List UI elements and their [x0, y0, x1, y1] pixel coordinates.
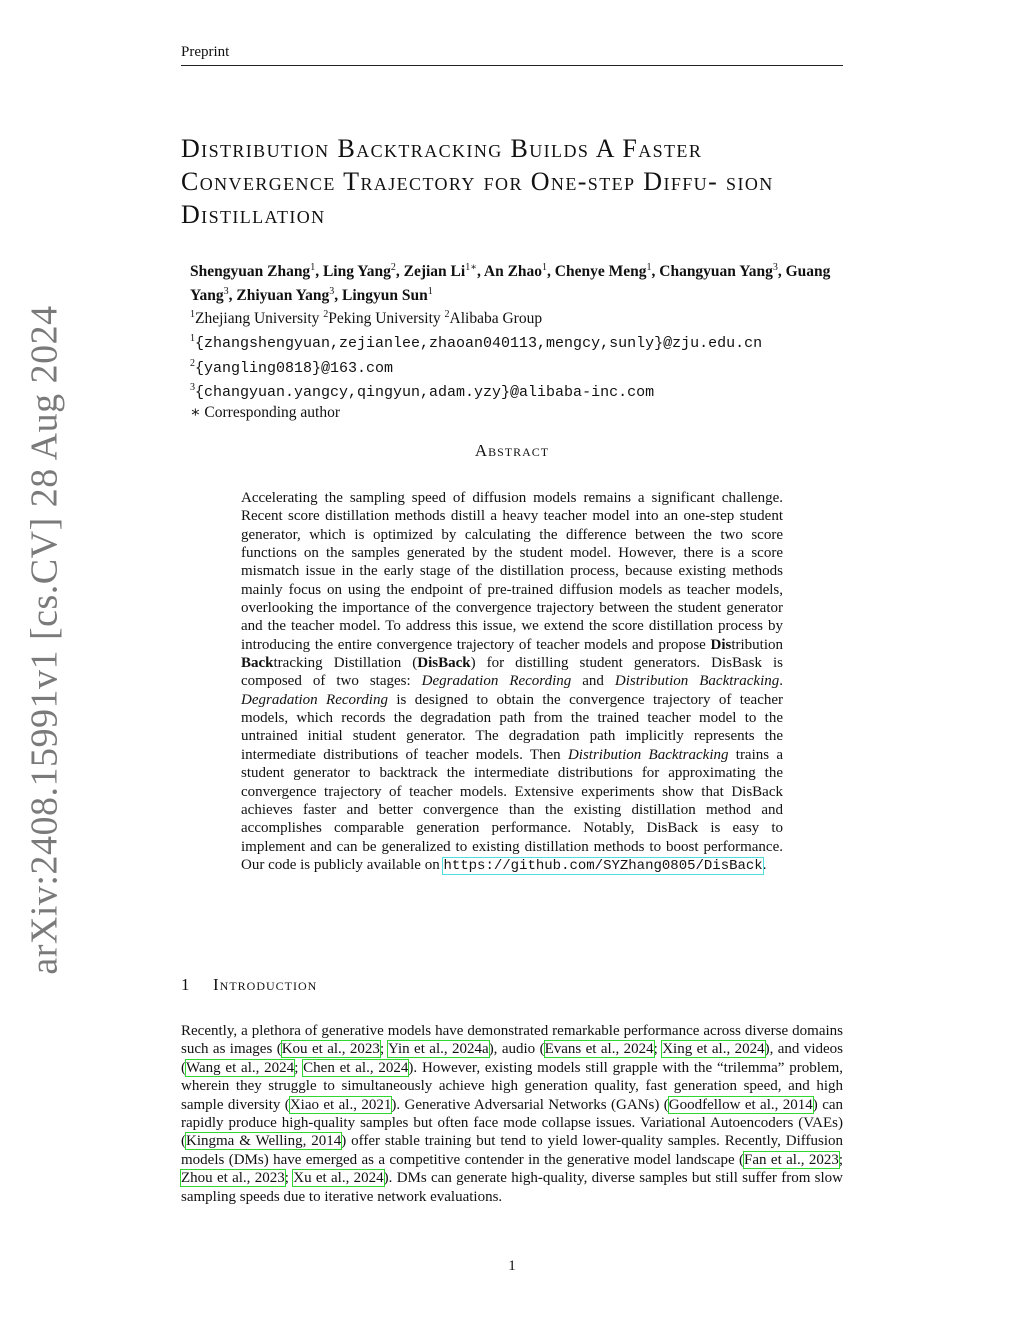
citation-link[interactable]: Yin et al., 2024a	[387, 1041, 489, 1058]
code-url-link[interactable]: https://github.com/SYZhang0805/DisBack	[443, 857, 763, 874]
abstract-text: trains a student generator to backtrack the intermediate distributions for approximating the convergence trajectory of teacher models. Extensive experiments show that DisBack achieves faster and better convergence than the existing distillation method and accomplishes comparable generation performance. Notably, DisBack is easy to implement and can be generalized to existing distillation methods to boost performance. Our code is publicly available on	[241, 746, 784, 873]
citation-link[interactable]: Xing et al., 2024	[662, 1041, 765, 1058]
email-sup: 3	[190, 382, 195, 394]
abstract-bold: DisBack	[417, 655, 471, 672]
author-name: Lingyun Sun	[342, 286, 428, 304]
author-name: Changyuan Yang	[659, 263, 773, 281]
author-name: Shengyuan Zhang	[190, 263, 311, 281]
author-sup: 1	[427, 285, 433, 297]
author-sup: 1∗	[465, 262, 477, 273]
abstract-text: ) for distilling student generators. DisBask is composed of two stages:	[241, 655, 784, 690]
email-line	[190, 354, 850, 379]
citation-link[interactable]: Evans et al., 2024	[544, 1041, 654, 1058]
page-number: 1	[508, 1258, 516, 1274]
abstract-bold: Back	[241, 655, 274, 672]
paper-title: Distribution Backtracking Builds A Faster Convergence Trajectory for One-step Diffu- sion Distillation	[181, 134, 774, 229]
intro-text: ). DMs can generate high-quality, diverse samples but still suffer from slow sampling speeds due to iterative network evaluations.	[181, 1170, 844, 1205]
abstract-emph: Degradation Recording	[421, 673, 572, 690]
running-header: Preprint	[181, 44, 843, 66]
author-sup: 3	[772, 262, 778, 273]
author-name: Ling Yang	[322, 263, 391, 281]
intro-text: ;	[284, 1170, 294, 1187]
intro-text: ). Generative Adversarial Networks (GANs) (	[391, 1096, 669, 1113]
arxiv-stamp-text: arXiv:2408.15991v1 [cs.CV] 28 Aug 2024	[24, 305, 66, 975]
abstract-emph: Distribution Backtracking	[567, 746, 729, 763]
citation-link[interactable]: Chen et al., 2024	[303, 1059, 409, 1076]
abstract-body	[241, 489, 783, 875]
email: {yangling0818}@163.com	[195, 359, 394, 377]
author-sup: 1	[646, 262, 652, 273]
abstract-text: .	[762, 856, 767, 873]
arxiv-stamp	[22, 305, 68, 975]
citation-link[interactable]: Wang et al., 2024	[186, 1059, 295, 1076]
abstract-text: tribution	[731, 636, 783, 653]
affiliation-sup: 1	[190, 309, 195, 321]
corresponding-note: ∗ Corresponding author	[190, 403, 341, 421]
affiliation: Peking University	[328, 310, 441, 328]
citation-link[interactable]: Kou et al., 2023	[281, 1041, 380, 1058]
intro-text: ;	[294, 1059, 304, 1076]
author-sup: 3	[223, 285, 229, 297]
author-block	[190, 258, 850, 422]
abstract-emph: Distribution Backtracking	[614, 673, 780, 690]
citation-link[interactable]: Xiao et al., 2021	[289, 1096, 392, 1113]
author-sup: 3	[329, 285, 335, 297]
intro-text: ) can rapidly produce high-quality samples but often face mode collapse issues. Variational Autoencoders (VAEs) (	[181, 1096, 844, 1150]
citation-link[interactable]: Zhou et al., 2023	[181, 1170, 285, 1187]
intro-text: ;	[838, 1151, 843, 1168]
author-name: Guang Yang	[190, 263, 831, 304]
abstract-text: and	[571, 673, 615, 690]
intro-text: ;	[379, 1041, 388, 1058]
intro-text: ), audio (	[488, 1041, 545, 1058]
author-name: Zejian Li	[403, 263, 466, 281]
email-line	[190, 378, 850, 403]
section-heading	[181, 975, 841, 995]
citation-link[interactable]: Kingma & Welling, 2014	[186, 1133, 342, 1150]
email-sup: 2	[190, 357, 195, 369]
affiliation-sup: 2	[444, 309, 450, 321]
abstract-text: .	[779, 673, 783, 690]
author-names: Shengyuan Zhang$^1$, Ling Yang$^2$, Zejian $Li^{1∗}$, An Zhao$^1$, Chenye Meng$^1$, Changyuan Yang$^3$, Guang Yang$^3$, Zhiyuan Yang$^3$, Lingyun Sun$^1$	[190, 262, 831, 304]
abstract-emph: Degradation Recording	[241, 691, 388, 708]
intro-text: ) offer stable training but tend to yield lower-quality samples. Recently, Diffusion models (DMs) have emerged as a competitive contender in the generative model landscape (	[181, 1133, 843, 1168]
affiliation: Zhejiang University	[195, 310, 320, 328]
author-sup: 2	[390, 262, 396, 273]
affiliation-sup: 2	[323, 309, 329, 321]
affiliation: Alibaba Group	[449, 310, 543, 328]
intro-text: ). However, existing models still grapple with the “trilemma” problem, wherein they struggle to simultaneously achieve high generation quality, fast generation speed, and high sample diversity (	[181, 1059, 844, 1113]
abstract-text: Accelerating the sampling speed of diffusion models remains a significant challenge. Recent score distillation methods distill a heavy teacher model into an one-step student generator, which is optimized by calculating the difference between the two score functions on the samples generated by the student model. However, there is a score mismatch issue in the early stage of the distillation process, because existing methods mainly focus on using the endpoint of pre-trained diffusion models as teacher models, overlooking the importance of the convergence trajectory between the student generator and the teacher model. To address this issue, we extend the score distillation process by introducing the entire convergence trajectory of teacher models and propose	[241, 490, 783, 653]
email-line	[190, 329, 850, 354]
author-sup: 1	[310, 262, 316, 273]
author-sup: 1	[542, 262, 548, 273]
author-name: Zhiyuan Yang	[236, 286, 330, 304]
intro-text: ), and videos (	[181, 1041, 843, 1076]
email: {zhangshengyuan,zejianlee,zhaoan040113,mengcy,sunly}@zju.edu.cn	[195, 335, 763, 353]
abstract-text: tracking Distillation (	[273, 655, 418, 672]
section-title: Introduction	[213, 975, 318, 994]
citation-link[interactable]: Goodfellow et al., 2014	[668, 1096, 813, 1113]
author-name: Chenye Meng	[554, 263, 647, 281]
citation-link[interactable]: Xu et al., 2024	[293, 1170, 384, 1187]
intro-text: ;	[653, 1041, 663, 1058]
author-name: An Zhao	[483, 263, 543, 281]
email: {changyuan.yangcy,qingyun,adam.yzy}@alibaba-inc.com	[195, 384, 655, 402]
affiliations	[190, 305, 850, 329]
abstract-heading: Abstract	[474, 441, 550, 460]
citation-link[interactable]: Fan et al., 2023	[744, 1151, 839, 1168]
email-sup: 1	[190, 332, 195, 344]
abstract-bold: Dis	[710, 636, 732, 653]
section-number: 1	[181, 975, 191, 994]
abstract-text: is designed to obtain the convergence trajectory of teacher models, which records the degradation path from the trained teacher model to the untrained initial student generator. The degradation path implicitly represents the intermediate distributions of teacher models. Then	[241, 691, 784, 763]
intro-text: Recently, a plethora of generative models have demonstrated remarkable performance across diverse domains such as images (	[181, 1023, 843, 1058]
intro-paragraph	[181, 1022, 843, 1206]
